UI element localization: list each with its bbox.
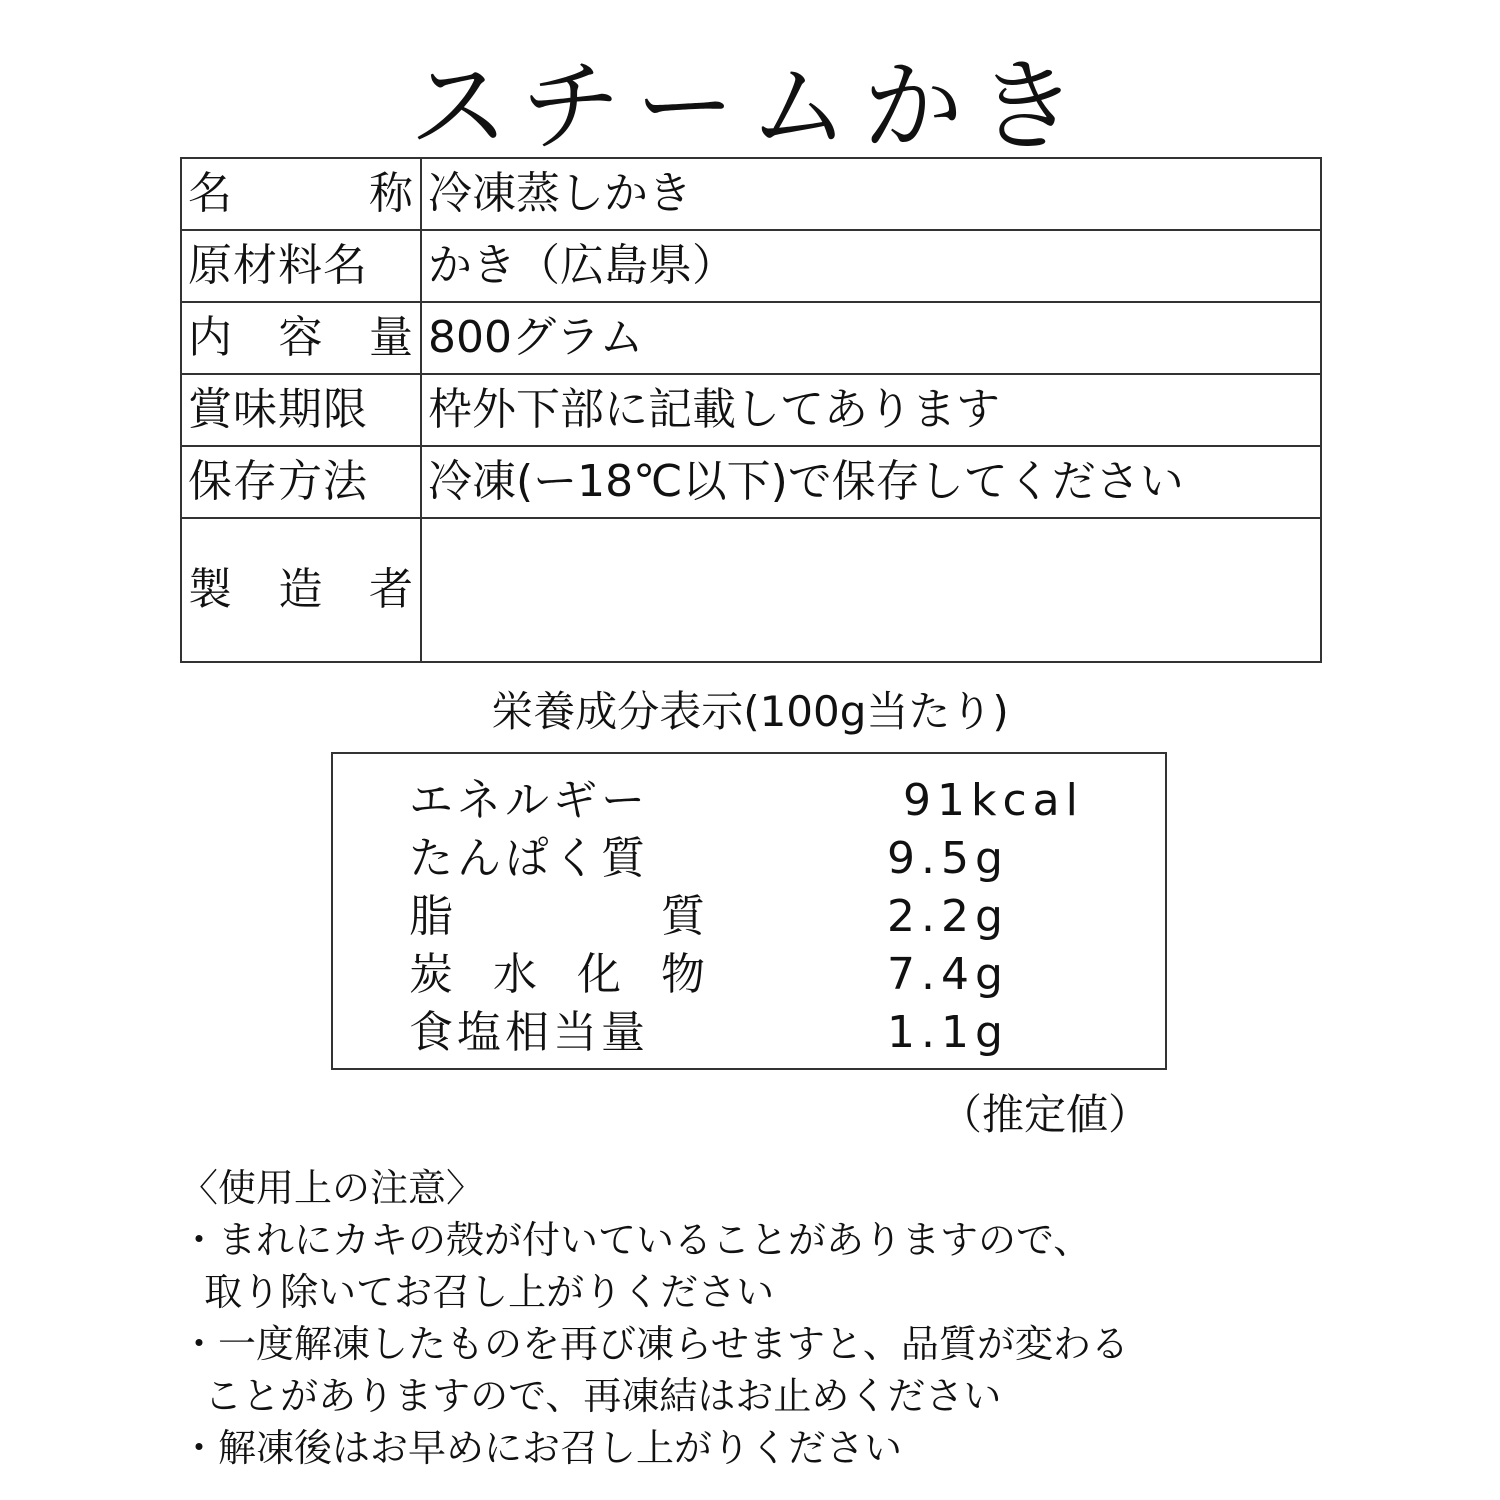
usage-notes-heading: 〈使用上の注意〉 [180, 1166, 485, 1210]
label-row-storage [181, 446, 1321, 518]
label-key [181, 374, 421, 446]
label-key-char: 製 [188, 564, 233, 615]
label-value: 冷凍蒸しかき [421, 158, 1321, 230]
label-row-net-weight [181, 302, 1321, 374]
usage-note-item: ・一度解凍したものを再び凍らせますと、品質が変わる ことがありますので、再凍結はお止めください [180, 1322, 1129, 1418]
nutrient-name: エネルギー [409, 775, 649, 826]
label-key-char: 者 [369, 564, 414, 615]
label-row-ingredients [181, 230, 1321, 302]
label-key [181, 446, 421, 518]
label-key-char: 名 [188, 168, 233, 219]
nutrient-name-char: 炭 [409, 949, 457, 1000]
nutrient-name-char: 化 [577, 949, 625, 1000]
label-value-empty [421, 518, 1321, 662]
nutrient-name: たんぱく質 [409, 833, 649, 884]
label-key-char: 量 [369, 312, 414, 363]
nutrient-name-char: 脂 [409, 891, 457, 942]
label-key-char: 造 [278, 564, 324, 615]
label-value: 枠外下部に記載してあります [421, 374, 1321, 446]
label-key-char: 賞味期限 [188, 384, 368, 435]
nutrition-facts-box [331, 752, 1167, 1070]
label-key-char: 原材料名 [188, 240, 368, 291]
nutrient-name: 食塩相当量 [409, 1007, 649, 1058]
label-key [181, 518, 421, 662]
label-value: 800グラム [421, 302, 1321, 374]
label-key [181, 158, 421, 230]
nutrition-row-energy [409, 772, 1109, 830]
label-key-char: 称 [369, 168, 414, 219]
label-key [181, 302, 421, 374]
nutrition-row-protein [409, 830, 1109, 888]
nutrition-row-salt [409, 1004, 1109, 1062]
label-key-char: 容 [278, 312, 324, 363]
nutrition-row-fat [409, 888, 1109, 946]
label-key-char: 内 [188, 312, 233, 363]
label-row-manufacturer [181, 518, 1321, 662]
nutrient-name-char: 質 [661, 891, 709, 942]
nutrient-value: 9.5g [887, 833, 1009, 884]
product-title: スチームかき [409, 48, 1091, 165]
nutrient-name-char: 水 [493, 949, 541, 1000]
label-key [181, 230, 421, 302]
label-row-name [181, 158, 1321, 230]
estimate-note: （推定値） [940, 1090, 1151, 1139]
nutrient-name [409, 888, 709, 946]
label-value: かき（広島県） [421, 230, 1321, 302]
nutrient-name [409, 946, 709, 1004]
label-row-best-before [181, 374, 1321, 446]
product-label-table [180, 157, 1322, 663]
usage-note-item: ・まれにカキの殻が付いていることがありますので、 取り除いてお召し上がりください [180, 1218, 1092, 1314]
nutrient-value: 1.1g [887, 1007, 1009, 1058]
nutrition-heading: 栄養成分表示(100g当たり) [491, 687, 1009, 736]
label-value: 冷凍(ー18℃以下)で保存してください [421, 446, 1321, 518]
usage-notes [180, 1162, 1400, 1474]
nutrient-name-char: 物 [661, 949, 709, 1000]
usage-note-item: ・解凍後はお早めにお召し上がりください [180, 1426, 903, 1470]
nutrient-value: 2.2g [887, 891, 1009, 942]
nutrient-value: 7.4g [887, 949, 1009, 1000]
nutrition-row-carbohydrate [409, 946, 1109, 1004]
label-key-char: 保存方法 [188, 456, 368, 507]
nutrient-value: 91kcal [903, 775, 1084, 826]
